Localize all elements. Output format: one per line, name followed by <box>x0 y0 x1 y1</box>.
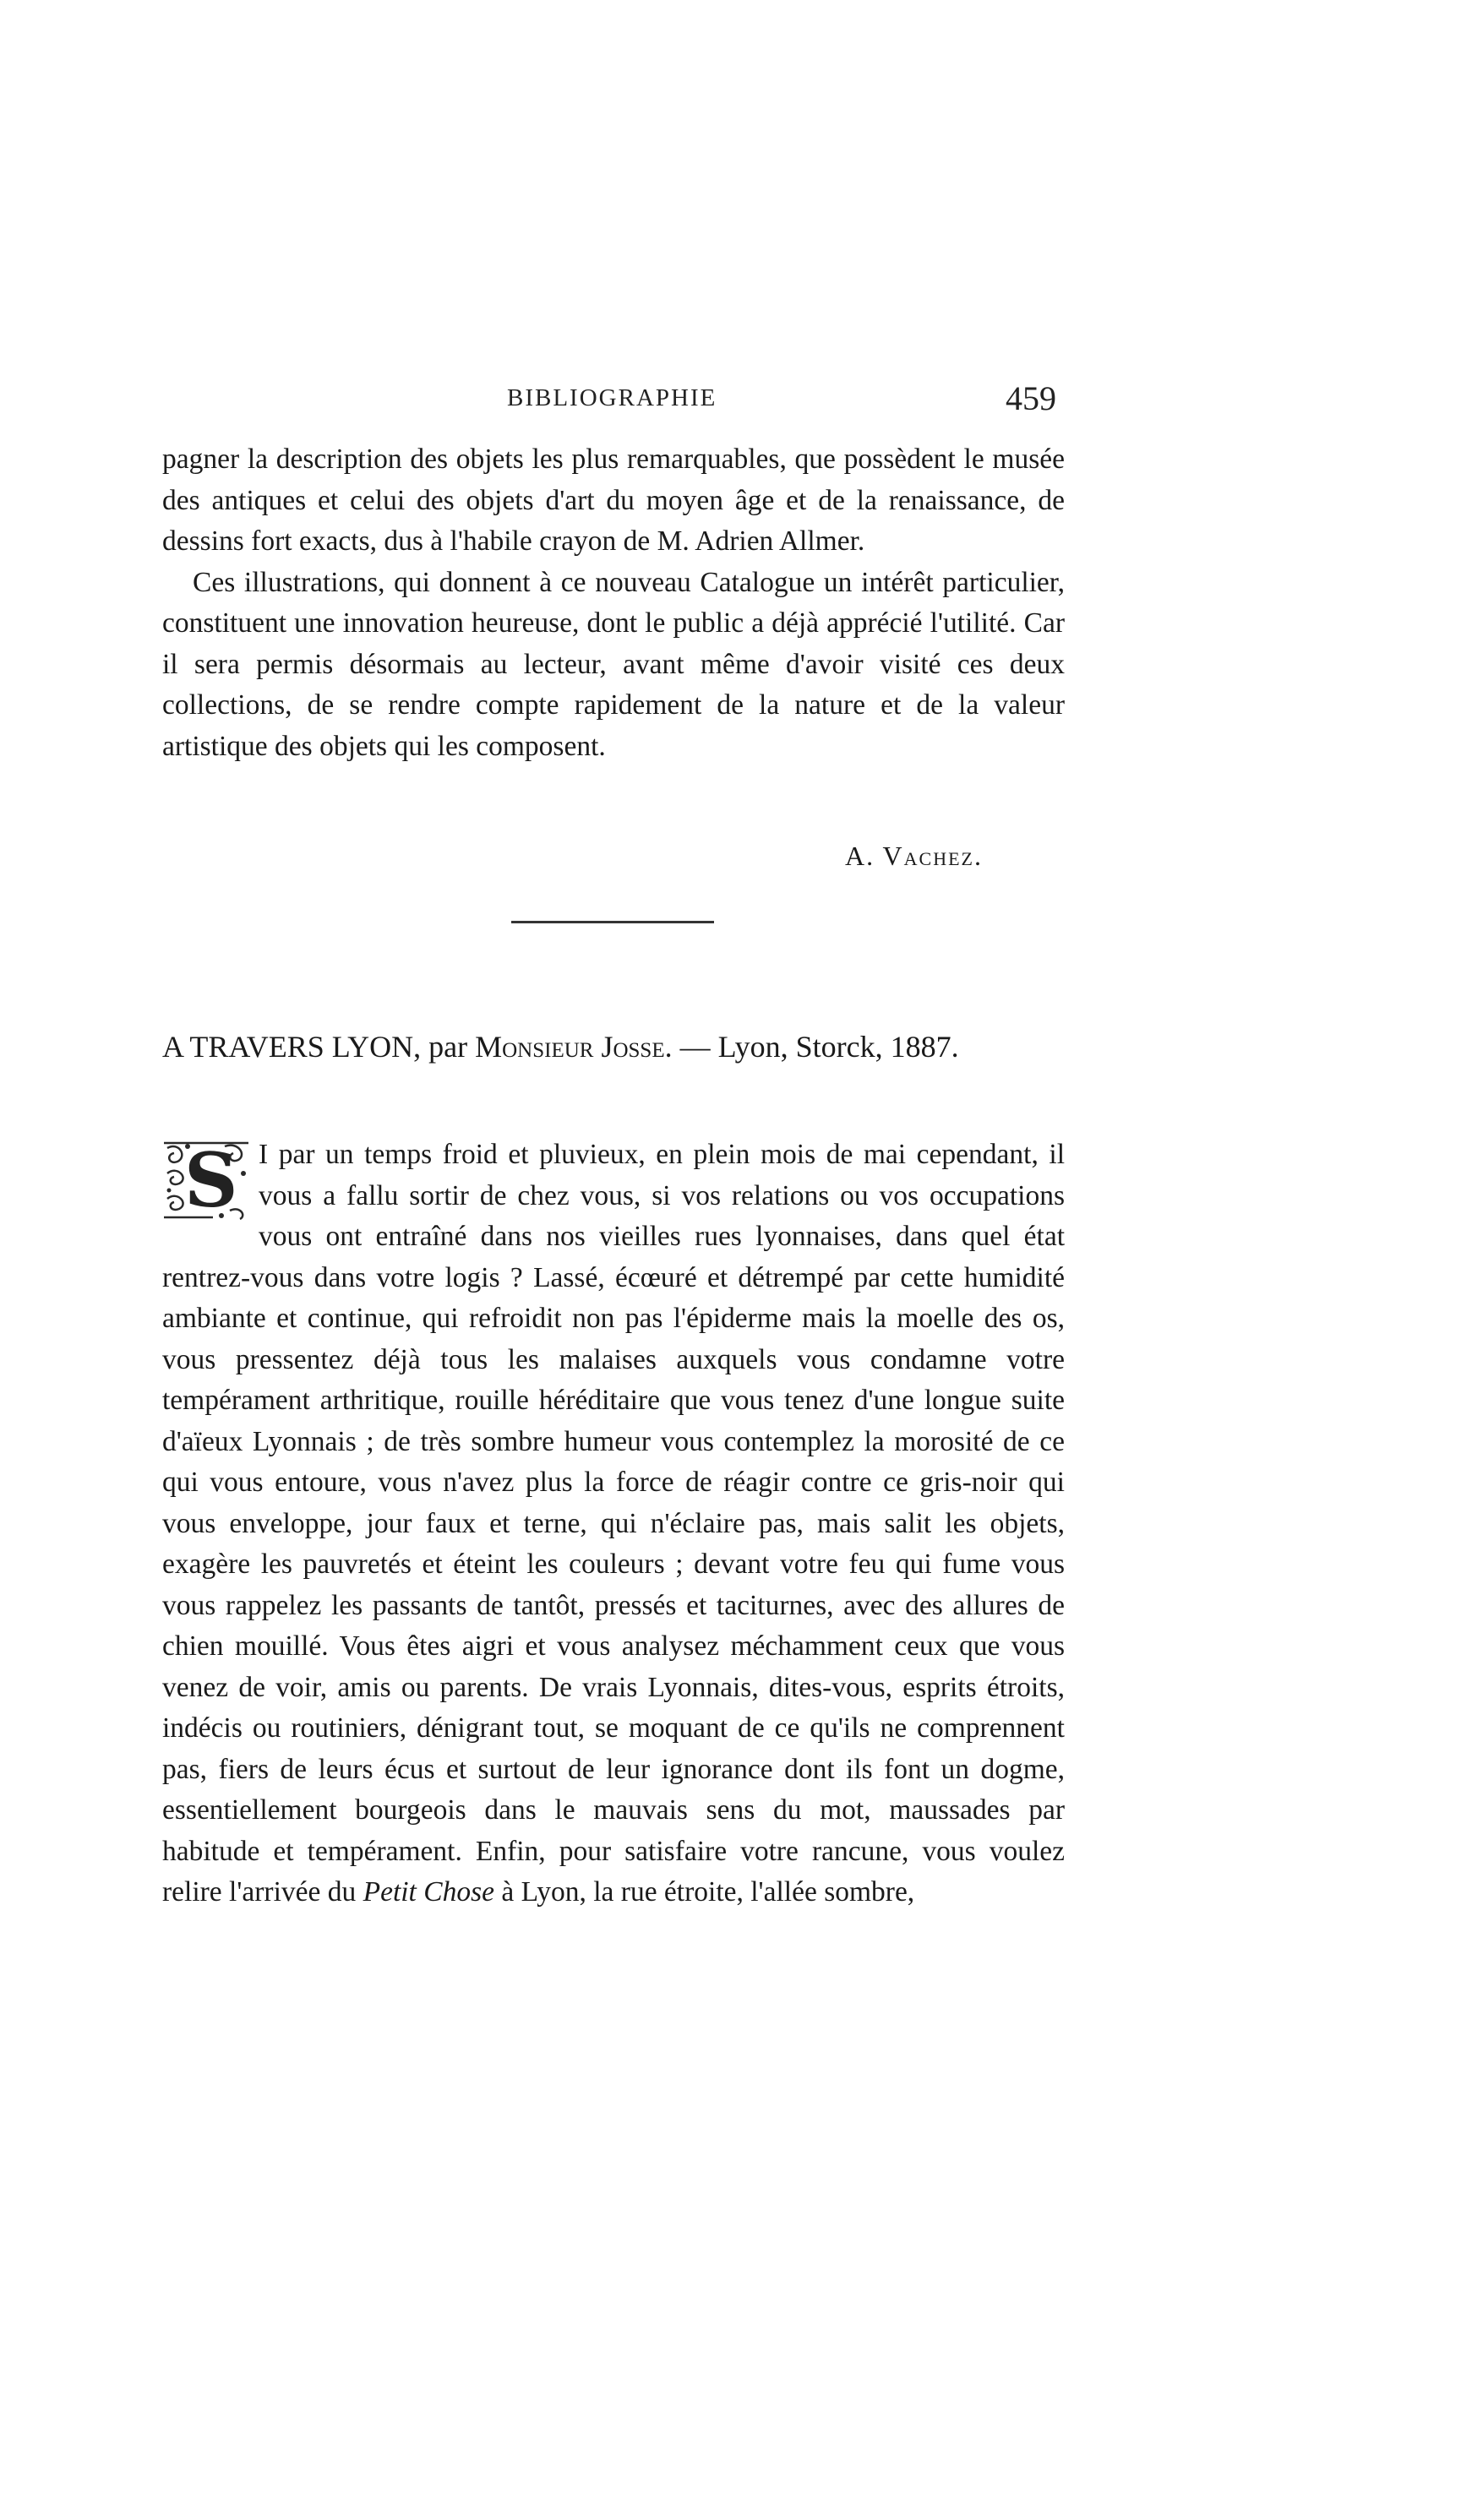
review-body <box>162 1135 1065 1913</box>
review-title <box>162 1029 1159 1064</box>
review-text: I par un temps froid et pluvieux, en plein mois de mai cependant, il vous a fallu sortir de chez vous, si vos relations ou vos occupations vous ont entraîné dans nos vieilles rues lyonnaises, dans quel état rentrez-vous dans votre logis ? Lassé, écœuré et détrempé par cette humidité ambiante et continue, qui refroidit non pas l'épiderme mais la moelle des os, vous pressentez déjà tous les malaises auxquels vous condamne votre tempérament arthritique, rouille héréditaire que vous tenez d'une longue suite d'aïeux Lyonnais ; de très sombre humeur vous contemplez la morosité de ce qui vous entoure, vous n'avez plus la force de réagir contre ce gris-noir qui vous enveloppe, jour faux et terne, qui n'éclaire pas, mais salit les objets, exagère les pauvretés et éteint les couleurs ; devant votre feu qui fume vous vous rappelez les passants de tantôt, pressés et taciturnes, avec des allures de chien mouillé. Vous êtes aigri et vous analysez méchamment ceux que vous venez de voir, amis ou parents. De vrais Lyonnais, dites-vous, esprits étroits, indécis ou routiniers, dénigrant tout, se moquant de ce qu'ils ne comprennent pas, fiers de leurs écus et surtout de leur ignorance dont ils font un dogme, essentiellement bourgeois dans le mauvais sens du mot, maussades par habitude et tempérament. Enfin, pour satisfaire votre rancune, vous voulez relire l'arrivée du <box>162 1139 1065 1908</box>
page-number: 459 <box>1006 379 1056 417</box>
review-paragraph <box>162 1135 1065 1913</box>
previous-review-text <box>162 439 1065 767</box>
review-publication: — Lyon, Storck, 1887. <box>672 1030 959 1064</box>
review-text-end: à Lyon, la rue étroite, l'allée sombre, <box>494 1876 915 1908</box>
paragraph: Ces illustrations, qui donnent à ce nouveau Catalogue un intérêt particulier, constituent une innovation heureuse, dont le public a déjà apprécié l'utilité. Car il sera permis désormais au lecteur, avant même d'avoir visité ces deux collections, de se rendre compte rapidement de la nature et de la valeur artistique des objets qui les composent. <box>162 566 1065 762</box>
review-work-title: A TRAVERS LYON, par <box>162 1030 476 1064</box>
ornamental-dropcap <box>162 1136 250 1224</box>
paragraph: pagner la description des objets les plus remarquables, que possèdent le musée des antiques et celui des objets d'art du moyen âge et de la renaissance, de dessins fort exacts, dus à l'habile crayon de M. Adrien Allmer. <box>162 444 1065 557</box>
author-signature: A. Vachez. <box>845 841 983 871</box>
dropcap-letter: S <box>184 1136 238 1224</box>
section-divider <box>511 921 714 923</box>
italic-title: Petit Chose <box>363 1876 494 1908</box>
running-head: BIBLIOGRAPHIE <box>507 384 717 411</box>
review-author: Monsieur Josse. <box>475 1030 673 1064</box>
